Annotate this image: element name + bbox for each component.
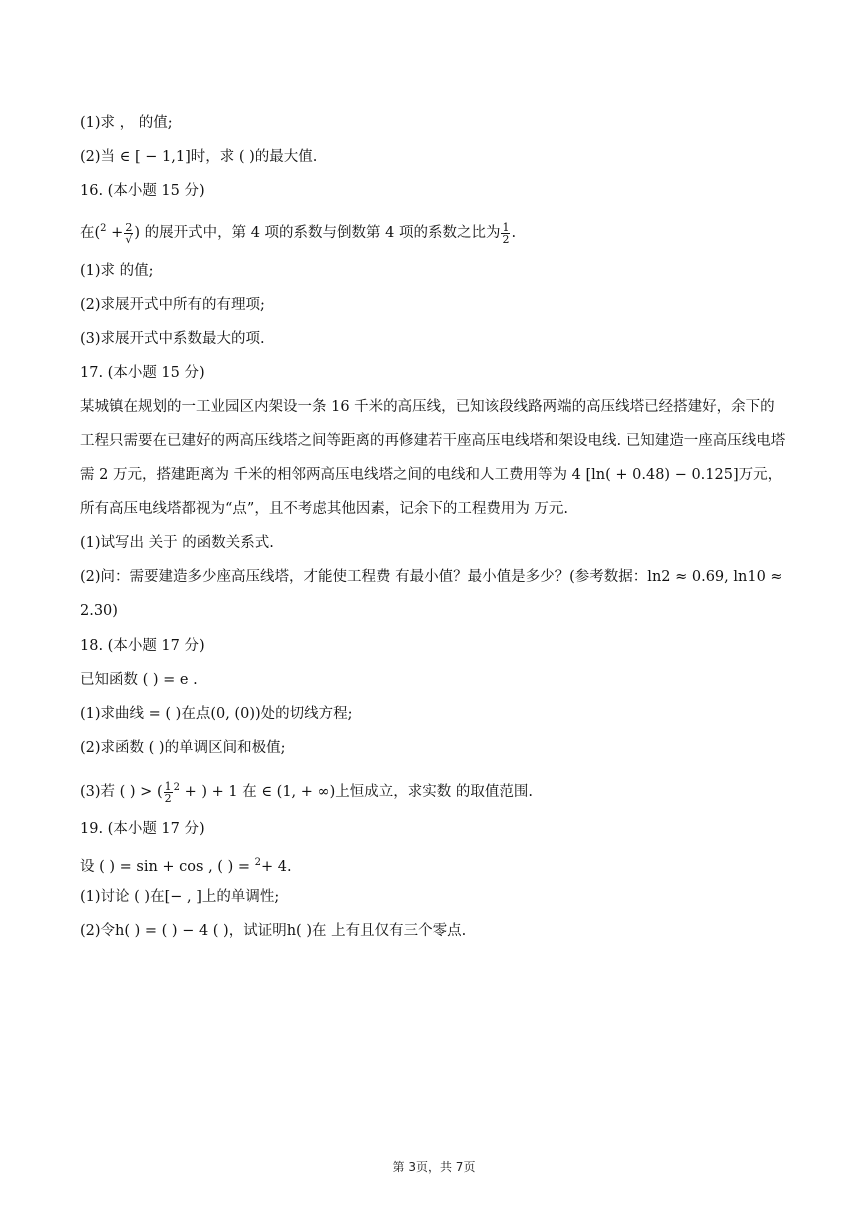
q16-part-1: (1)求 的值; xyxy=(80,263,154,279)
q16-stem: 在($^2$ + $\frac{2}{√}$ ) 的展开式中，第 4 项的系数与倒数第 4 项的系数之比为 $\frac{1}{2}$ . xyxy=(80,220,517,246)
q17-part-1: (1)试写出 关于 的函数关系式. xyxy=(80,535,274,551)
q18-heading: 18. (本小题 17 分) xyxy=(80,638,205,654)
q18-part-1: (1)求曲线 = ( )在点(0, (0))处的切线方程; xyxy=(80,706,353,722)
q18-part-2: (2)求函数 ( )的单调区间和极值; xyxy=(80,740,286,756)
q17-stem: 某城镇在规划的一工业园区内架设一条 16 千米的高压线，已知该段线路两端的高压线塔已经搭建好，余下的工程只需要在已建好的两高压线塔之间等距离的再修建若干座高压电线塔和架设电线. 已知建造一座高压线电塔需 2 万元，搭建距离为 千米的相邻两高压电线塔之间的电线和人工费用等为 4 [ln( + 0.48) − 0.125]万元，所有高压电线塔都视为“点”，且不考虑其他因素，记余下的工程费用为 万元. xyxy=(80,399,786,517)
q18-fraction: $\frac{1}{2}$ xyxy=(164,779,172,805)
q16-fraction: $\frac{2}{√}$ xyxy=(125,220,133,246)
page-footer: 第 3页，共 7页 xyxy=(392,1160,476,1174)
q19-part-1: (1)讨论 ( )在[− , ]上的单调性; xyxy=(80,889,280,905)
q18-part-3: (3)若 ( ) > ( $\frac{1}{2}$ $^2$ + ) + 1 在 ∈ (1, + ∞)上恒成立，求实数 的取值范围. xyxy=(80,779,533,805)
q16-part-3: (3)求展开式中系数最大的项. xyxy=(80,331,265,347)
q16-ratio-fraction: $\frac{1}{2}$ xyxy=(502,220,510,246)
q17-heading: 17. (本小题 15 分) xyxy=(80,365,205,381)
q19-part-2: (2)令h( ) = ( ) − 4 ( )，试证明h( )在 上有且仅有三个零点. xyxy=(80,923,467,939)
q19-stem: 设 ( ) = sin + cos , ( ) = $^2$+ 4. xyxy=(80,857,292,875)
q15-part-2: (2)当 ∈ [ − 1,1]时，求 ( )的最大值. xyxy=(80,149,318,165)
q18-stem: 已知函数 ( ) = e . xyxy=(80,672,198,688)
q15-part-1: (1)求 ， 的值; xyxy=(80,115,173,131)
q16-part-2: (2)求展开式中所有的有理项; xyxy=(80,297,265,313)
q19-heading: 19. (本小题 17 分) xyxy=(80,821,205,837)
q17-part-2: (2)问：需要建造多少座高压线塔，才能使工程费 有最小值？最小值是多少？(参考数据：ln2 ≈ 0.69, ln10 ≈ 2.30) xyxy=(80,569,783,619)
q16-heading: 16. (本小题 15 分) xyxy=(80,183,205,199)
